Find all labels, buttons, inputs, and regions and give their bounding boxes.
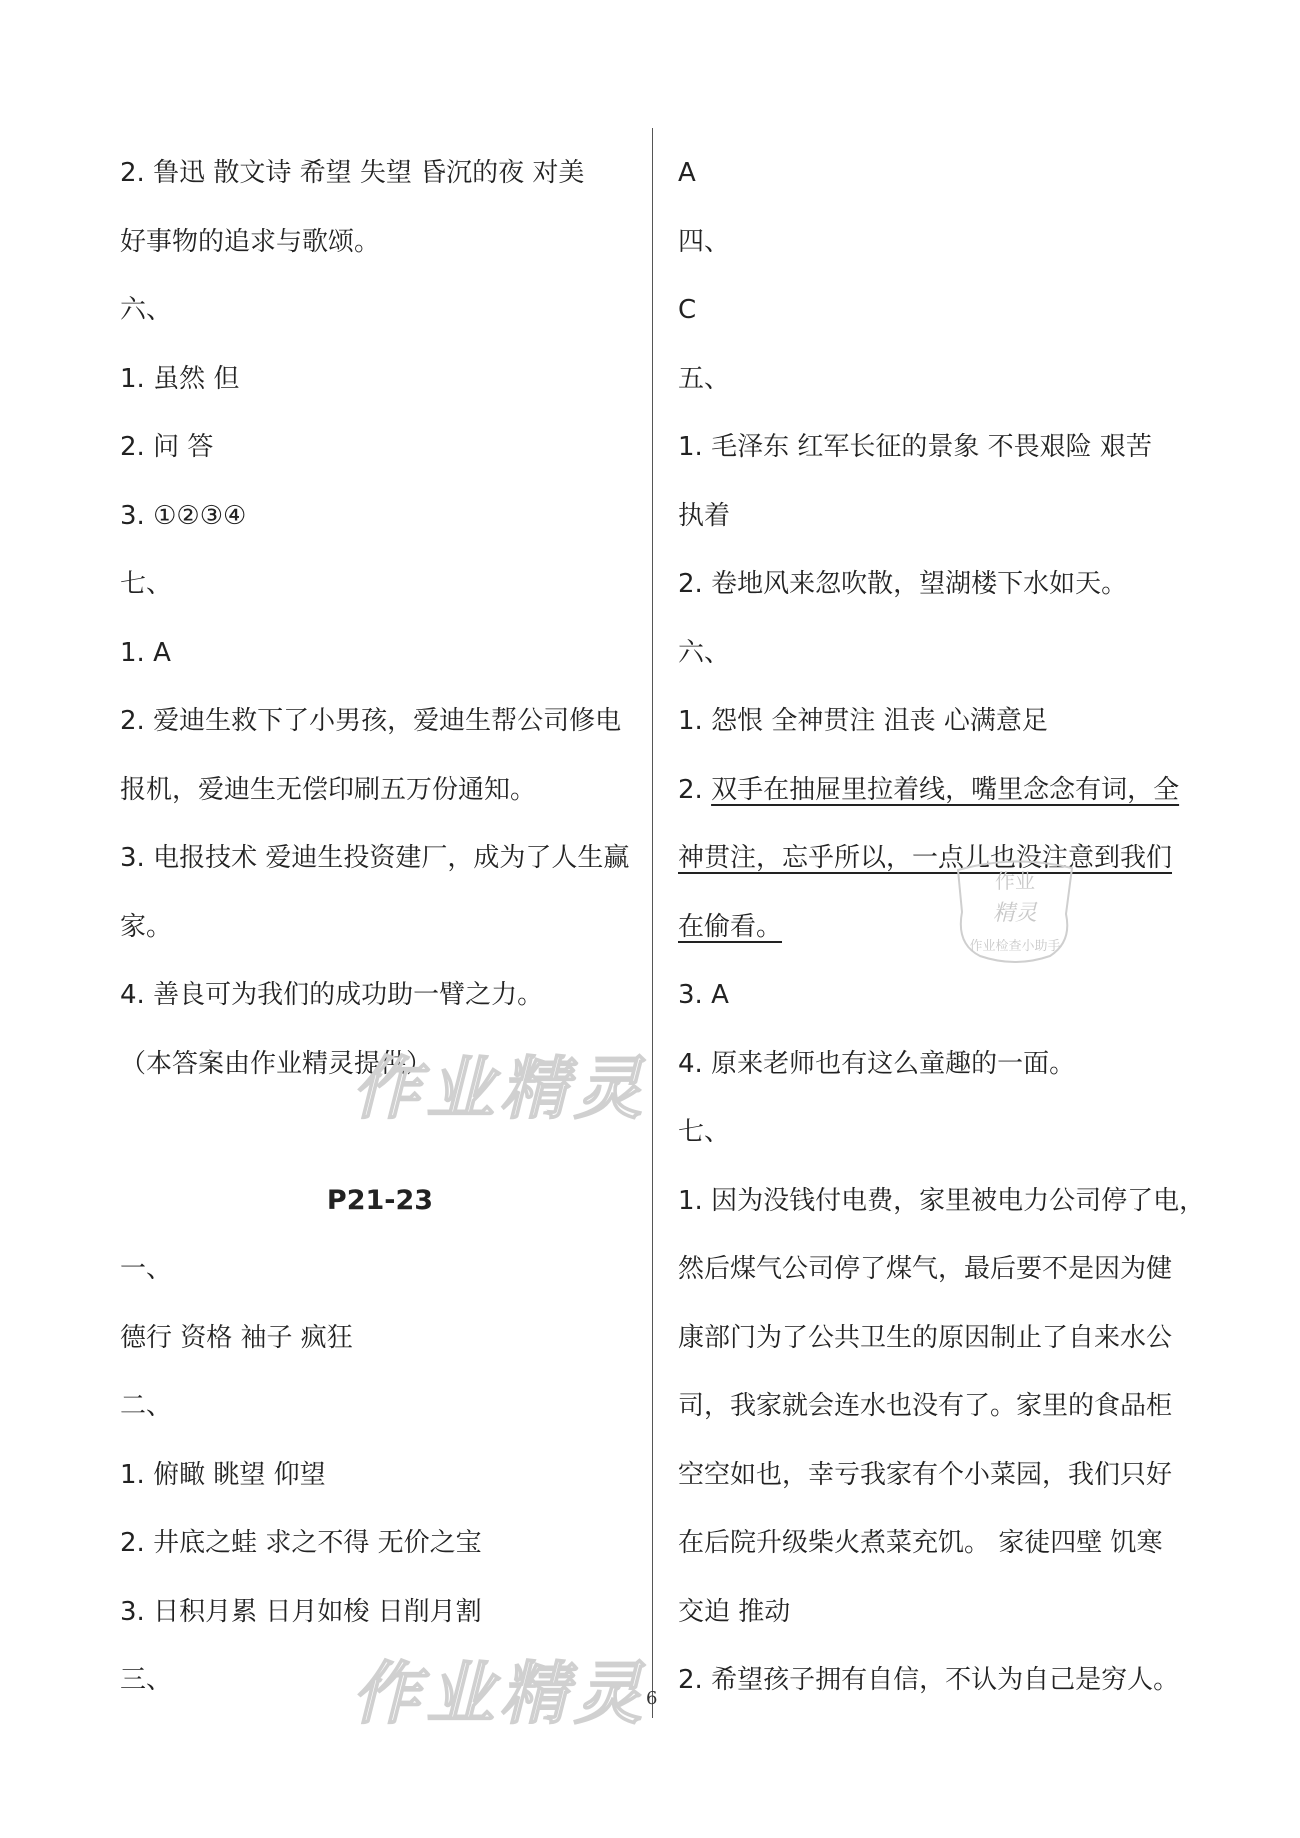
answer-line: 3. 电报技术 爱迪生投资建厂，成为了人生赢	[120, 843, 630, 873]
answer-line	[678, 824, 1198, 893]
answer-line: 执着	[678, 500, 731, 531]
column-divider	[652, 128, 653, 1718]
answer-line: 4. 原来老师也有这么童趣的一面。	[678, 1048, 1076, 1079]
section-heading: 六、	[120, 295, 173, 325]
answer-line: 1. 虽然 但	[120, 363, 240, 394]
answer-line: 好事物的追求与歌颂。	[120, 226, 381, 257]
answer-line: 2. 问 答	[120, 432, 214, 462]
answer-line: 德行 资格 袖子 疯狂	[120, 1322, 353, 1353]
answer-line: 4. 善良可为我们的成功助一臂之力。	[120, 980, 544, 1010]
underlined-answer: 在偷看。	[678, 911, 783, 942]
section-heading: 六、	[678, 637, 731, 668]
underlined-answer: 双手在抽屉里拉着线，嘴里念念有词，全	[711, 774, 1180, 805]
watermark: 作业精灵	[352, 1050, 649, 1129]
underlined-answer: 神贯注，忘乎所以，一点儿也没注意到我们	[678, 843, 1173, 873]
answer-line: 3. ①②③④	[120, 500, 247, 531]
stamp-text: 作业	[995, 869, 1035, 893]
right-column	[678, 139, 1206, 1715]
section-heading: 三、	[120, 1665, 173, 1695]
watermark: 作业精灵	[352, 1655, 649, 1734]
answer-line: 3. A	[678, 980, 729, 1010]
answer-line: 交迫 推动	[678, 1596, 791, 1627]
answer-line	[678, 893, 1198, 962]
page-range-title: P21-23	[326, 1184, 434, 1216]
section-heading: 一、	[120, 1254, 173, 1284]
answer-line: 3. 日积月累 日月如梭 日削月割	[120, 1596, 482, 1627]
answer-line	[678, 756, 1198, 825]
stamp-text: 精灵	[992, 901, 1038, 926]
answer-line: 1. A	[120, 637, 171, 668]
answer-line: 家。	[120, 911, 173, 942]
answer-line: 2. 希望孩子拥有自信，不认为自己是穷人。	[678, 1665, 1180, 1695]
section-heading: 七、	[678, 1117, 731, 1147]
answer-line: 康部门为了公共卫生的原因制止了自来水公	[678, 1322, 1173, 1353]
answer-line: 报机，爱迪生无偿印刷五万份通知。	[120, 774, 537, 805]
answer-line: C	[678, 295, 697, 325]
answer-line: 2. 井底之蛙 求之不得 无价之宝	[120, 1528, 482, 1558]
answer-line: 2. 爱迪生救下了小男孩，爱迪生帮公司修电	[120, 706, 622, 736]
answer-line: 2. 卷地风来忽吹散，望湖楼下水如天。	[678, 569, 1128, 599]
section-heading: 七、	[120, 569, 173, 599]
answer-line: 1. 毛泽东 红军长征的景象 不畏艰险 艰苦	[678, 432, 1152, 462]
watermark-stamp	[940, 852, 1090, 972]
answer-number: 2.	[678, 774, 712, 805]
answer-line: 然后煤气公司停了煤气，最后要不是因为健	[678, 1254, 1173, 1284]
answer-line: 1. 怨恨 全神贯注 沮丧 心满意足	[678, 706, 1048, 736]
left-column	[120, 139, 640, 1715]
answer-line: 空空如也，幸亏我家有个小菜园，我们只好	[678, 1459, 1173, 1490]
answer-line: 1. 俯瞰 眺望 仰望	[120, 1459, 326, 1490]
source-note: （本答案由作业精灵提供）	[120, 1048, 433, 1079]
answer-line: 在后院升级柴火煮菜充饥。 家徒四壁 饥寒	[678, 1528, 1163, 1558]
answer-line: 2. 鲁迅 散文诗 希望 失望 昏沉的夜 对美	[120, 158, 585, 188]
section-heading: 五、	[678, 363, 731, 394]
page-number: 6	[646, 1688, 658, 1709]
section-heading: 四、	[678, 226, 731, 257]
stamp-text: 作业检查小助手	[969, 939, 1061, 954]
answer-line: 1. 因为没钱付电费，家里被电力公司停了电，	[678, 1185, 1206, 1216]
answer-line: 司，我家就会连水也没有了。家里的食品柜	[678, 1391, 1173, 1421]
answer-line: A	[678, 158, 696, 188]
section-heading: 二、	[120, 1391, 173, 1421]
